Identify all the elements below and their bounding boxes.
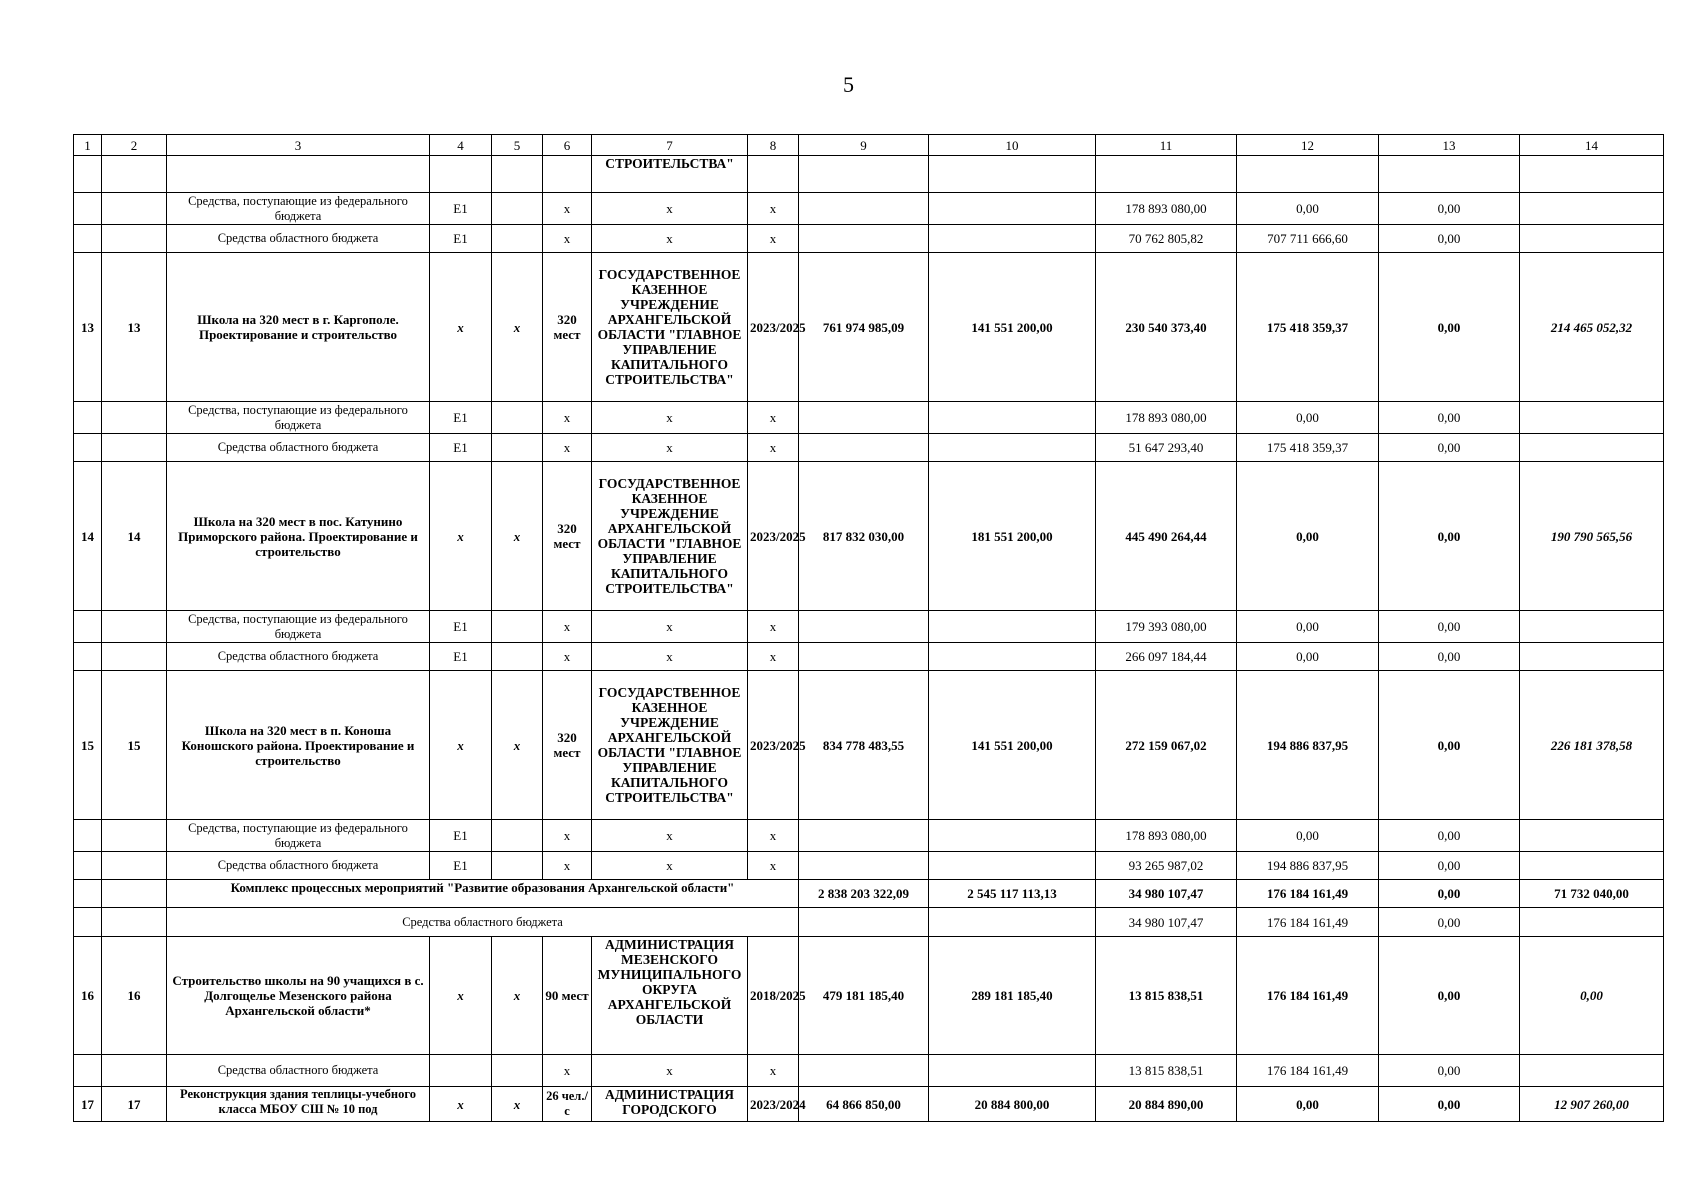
table-row: Средства областного бюджета Е1 x x x 51 647 293,40 175 418 359,37 0,00 [74, 434, 1664, 462]
organization-cell: ГОСУДАРСТВЕННОЕ КАЗЕННОЕ УЧРЕЖДЕНИЕ АРХАНГЕЛЬСКОЙ ОБЛАСТИ "ГЛАВНОЕ УПРАВЛЕНИЕ КАПИТАЛЬНОГО СТРОИТЕЛЬСТВА" [592, 462, 748, 611]
funding-source-label: Средства, поступающие из федерального бюджета [167, 402, 430, 434]
header-cell: 3 [167, 135, 430, 156]
header-cell: 14 [1520, 135, 1664, 156]
budget-table [73, 134, 1664, 1122]
funding-source-label: Средства, поступающие из федерального бюджета [167, 193, 430, 225]
header-cell: 6 [543, 135, 592, 156]
project-name: Школа на 320 мест в п. Коноша Коношского района. Проектирование и строительство [167, 671, 430, 820]
header-cell: 11 [1096, 135, 1237, 156]
funding-source-label: Средства областного бюджета [167, 908, 799, 937]
header-cell: 1 [74, 135, 102, 156]
header-cell: 5 [492, 135, 543, 156]
table-row: Комплекс процессных мероприятий "Развитие образования Архангельской области" 2 838 203 322,09 2 545 117 113,13 34 980 107,47 176 184 161,49 0,00 71 732 040,00 [74, 880, 1664, 908]
table-row: Средства, поступающие из федерального бюджета Е1 x x x 178 893 080,00 0,00 0,00 [74, 193, 1664, 225]
table-row: 13 13 Школа на 320 мест в г. Каргополе. Проектирование и строительство x x 320 мест ГОСУДАРСТВЕННОЕ КАЗЕННОЕ УЧРЕЖДЕНИЕ АРХАНГЕЛЬСКОЙ ОБЛАСТИ "ГЛАВНОЕ УПРАВЛЕНИЕ КАПИТАЛЬНОГО СТРОИТЕЛЬСТВА" 2023/2025 761 974 985,09 141 551 200,00 230 540 373,40 175 418 359,37 0,00 214 465 052,32 [74, 253, 1664, 402]
table-row: 14 14 Школа на 320 мест в пос. Катунино Приморского района. Проектирование и строительство x x 320 мест ГОСУДАРСТВЕННОЕ КАЗЕННОЕ УЧРЕЖДЕНИЕ АРХАНГЕЛЬСКОЙ ОБЛАСТИ "ГЛАВНОЕ УПРАВЛЕНИЕ КАПИТАЛЬНОГО СТРОИТЕЛЬСТВА" 2023/2025 817 832 030,00 181 551 200,00 445 490 264,44 0,00 0,00 190 790 565,56 [74, 462, 1664, 611]
table-row: 16 16 Строительство школы на 90 учащихся в с. Долгощелье Мезенского района Архангельской области* x x 90 мест АДМИНИСТРАЦИЯ МЕЗЕНСКОГО МУНИЦИПАЛЬНОГО ОКРУГА АРХАНГЕЛЬСКОЙ ОБЛАСТИ 2018/2025 479 181 185,40 289 181 185,40 13 815 838,51 176 184 161,49 0,00 0,00 [74, 937, 1664, 1055]
table-row: Средства областного бюджета Е1 x x x 93 265 987,02 194 886 837,95 0,00 [74, 852, 1664, 880]
project-name: Реконструкция здания теплицы-учебного класса МБОУ СШ № 10 под [167, 1087, 430, 1122]
header-cell: 2 [102, 135, 167, 156]
table-row: Средства, поступающие из федерального бюджета Е1 x x x 178 893 080,00 0,00 0,00 [74, 820, 1664, 852]
funding-source-label: Средства областного бюджета [167, 225, 430, 253]
header-row [74, 135, 1664, 156]
table-row: 17 17 Реконструкция здания теплицы-учебного класса МБОУ СШ № 10 под x x 26 чел./с АДМИНИСТРАЦИЯ ГОРОДСКОГО 2023/2024 64 866 850,00 20 884 800,00 20 884 890,00 0,00 0,00 12 907 260,00 [74, 1087, 1664, 1122]
funding-source-label: Средства областного бюджета [167, 1055, 430, 1087]
header-cell: 10 [929, 135, 1096, 156]
header-cell: 7 [592, 135, 748, 156]
organization-cell: ГОСУДАРСТВЕННОЕ КАЗЕННОЕ УЧРЕЖДЕНИЕ АРХАНГЕЛЬСКОЙ ОБЛАСТИ "ГЛАВНОЕ УПРАВЛЕНИЕ КАПИТАЛЬНОГО СТРОИТЕЛЬСТВА" [592, 671, 748, 820]
table-row [74, 156, 1664, 193]
table-row: Средства, поступающие из федерального бюджета Е1 x x x 179 393 080,00 0,00 0,00 [74, 611, 1664, 643]
organization-cell: АДМИНИСТРАЦИЯ ГОРОДСКОГО [592, 1087, 748, 1122]
funding-source-label: Средства областного бюджета [167, 852, 430, 880]
section-title: Комплекс процессных мероприятий "Развитие образования Архангельской области" [167, 880, 799, 908]
header-cell: 12 [1237, 135, 1379, 156]
table-row: Средства областного бюджета Е1 x x x 70 762 805,82 707 711 666,60 0,00 [74, 225, 1664, 253]
header-cell: 9 [799, 135, 929, 156]
funding-source-label: Средства, поступающие из федерального бюджета [167, 820, 430, 852]
page-number: 5 [843, 72, 854, 97]
table-row: Средства областного бюджета x x x 13 815 838,51 176 184 161,49 0,00 [74, 1055, 1664, 1087]
organization-cell: АДМИНИСТРАЦИЯ МЕЗЕНСКОГО МУНИЦИПАЛЬНОГО ОКРУГА АРХАНГЕЛЬСКОЙ ОБЛАСТИ [592, 937, 748, 1055]
header-cell: 13 [1379, 135, 1520, 156]
table-row: 15 15 Школа на 320 мест в п. Коноша Коношского района. Проектирование и строительство x x 320 мест ГОСУДАРСТВЕННОЕ КАЗЕННОЕ УЧРЕЖДЕНИЕ АРХАНГЕЛЬСКОЙ ОБЛАСТИ "ГЛАВНОЕ УПРАВЛЕНИЕ КАПИТАЛЬНОГО СТРОИТЕЛЬСТВА" 2023/2025 834 778 483,55 141 551 200,00 272 159 067,02 194 886 837,95 0,00 226 181 378,58 [74, 671, 1664, 820]
project-name: Школа на 320 мест в г. Каргополе. Проектирование и строительство [167, 253, 430, 402]
funding-source-label: Средства, поступающие из федерального бюджета [167, 611, 430, 643]
table-row: Средства, поступающие из федерального бюджета Е1 x x x 178 893 080,00 0,00 0,00 [74, 402, 1664, 434]
header-cell: 8 [748, 135, 799, 156]
organization-cell: СТРОИТЕЛЬСТВА" [592, 156, 748, 193]
table-row: Средства областного бюджета Е1 x x x 266 097 184,44 0,00 0,00 [74, 643, 1664, 671]
funding-source-label: Средства областного бюджета [167, 643, 430, 671]
funding-source-label: Средства областного бюджета [167, 434, 430, 462]
header-cell: 4 [430, 135, 492, 156]
project-name: Строительство школы на 90 учащихся в с. Долгощелье Мезенского района Архангельской области* [167, 937, 430, 1055]
project-name: Школа на 320 мест в пос. Катунино Приморского района. Проектирование и строительство [167, 462, 430, 611]
table-row: Средства областного бюджета 34 980 107,47 176 184 161,49 0,00 [74, 908, 1664, 937]
organization-cell: ГОСУДАРСТВЕННОЕ КАЗЕННОЕ УЧРЕЖДЕНИЕ АРХАНГЕЛЬСКОЙ ОБЛАСТИ "ГЛАВНОЕ УПРАВЛЕНИЕ КАПИТАЛЬНОГО СТРОИТЕЛЬСТВА" [592, 253, 748, 402]
